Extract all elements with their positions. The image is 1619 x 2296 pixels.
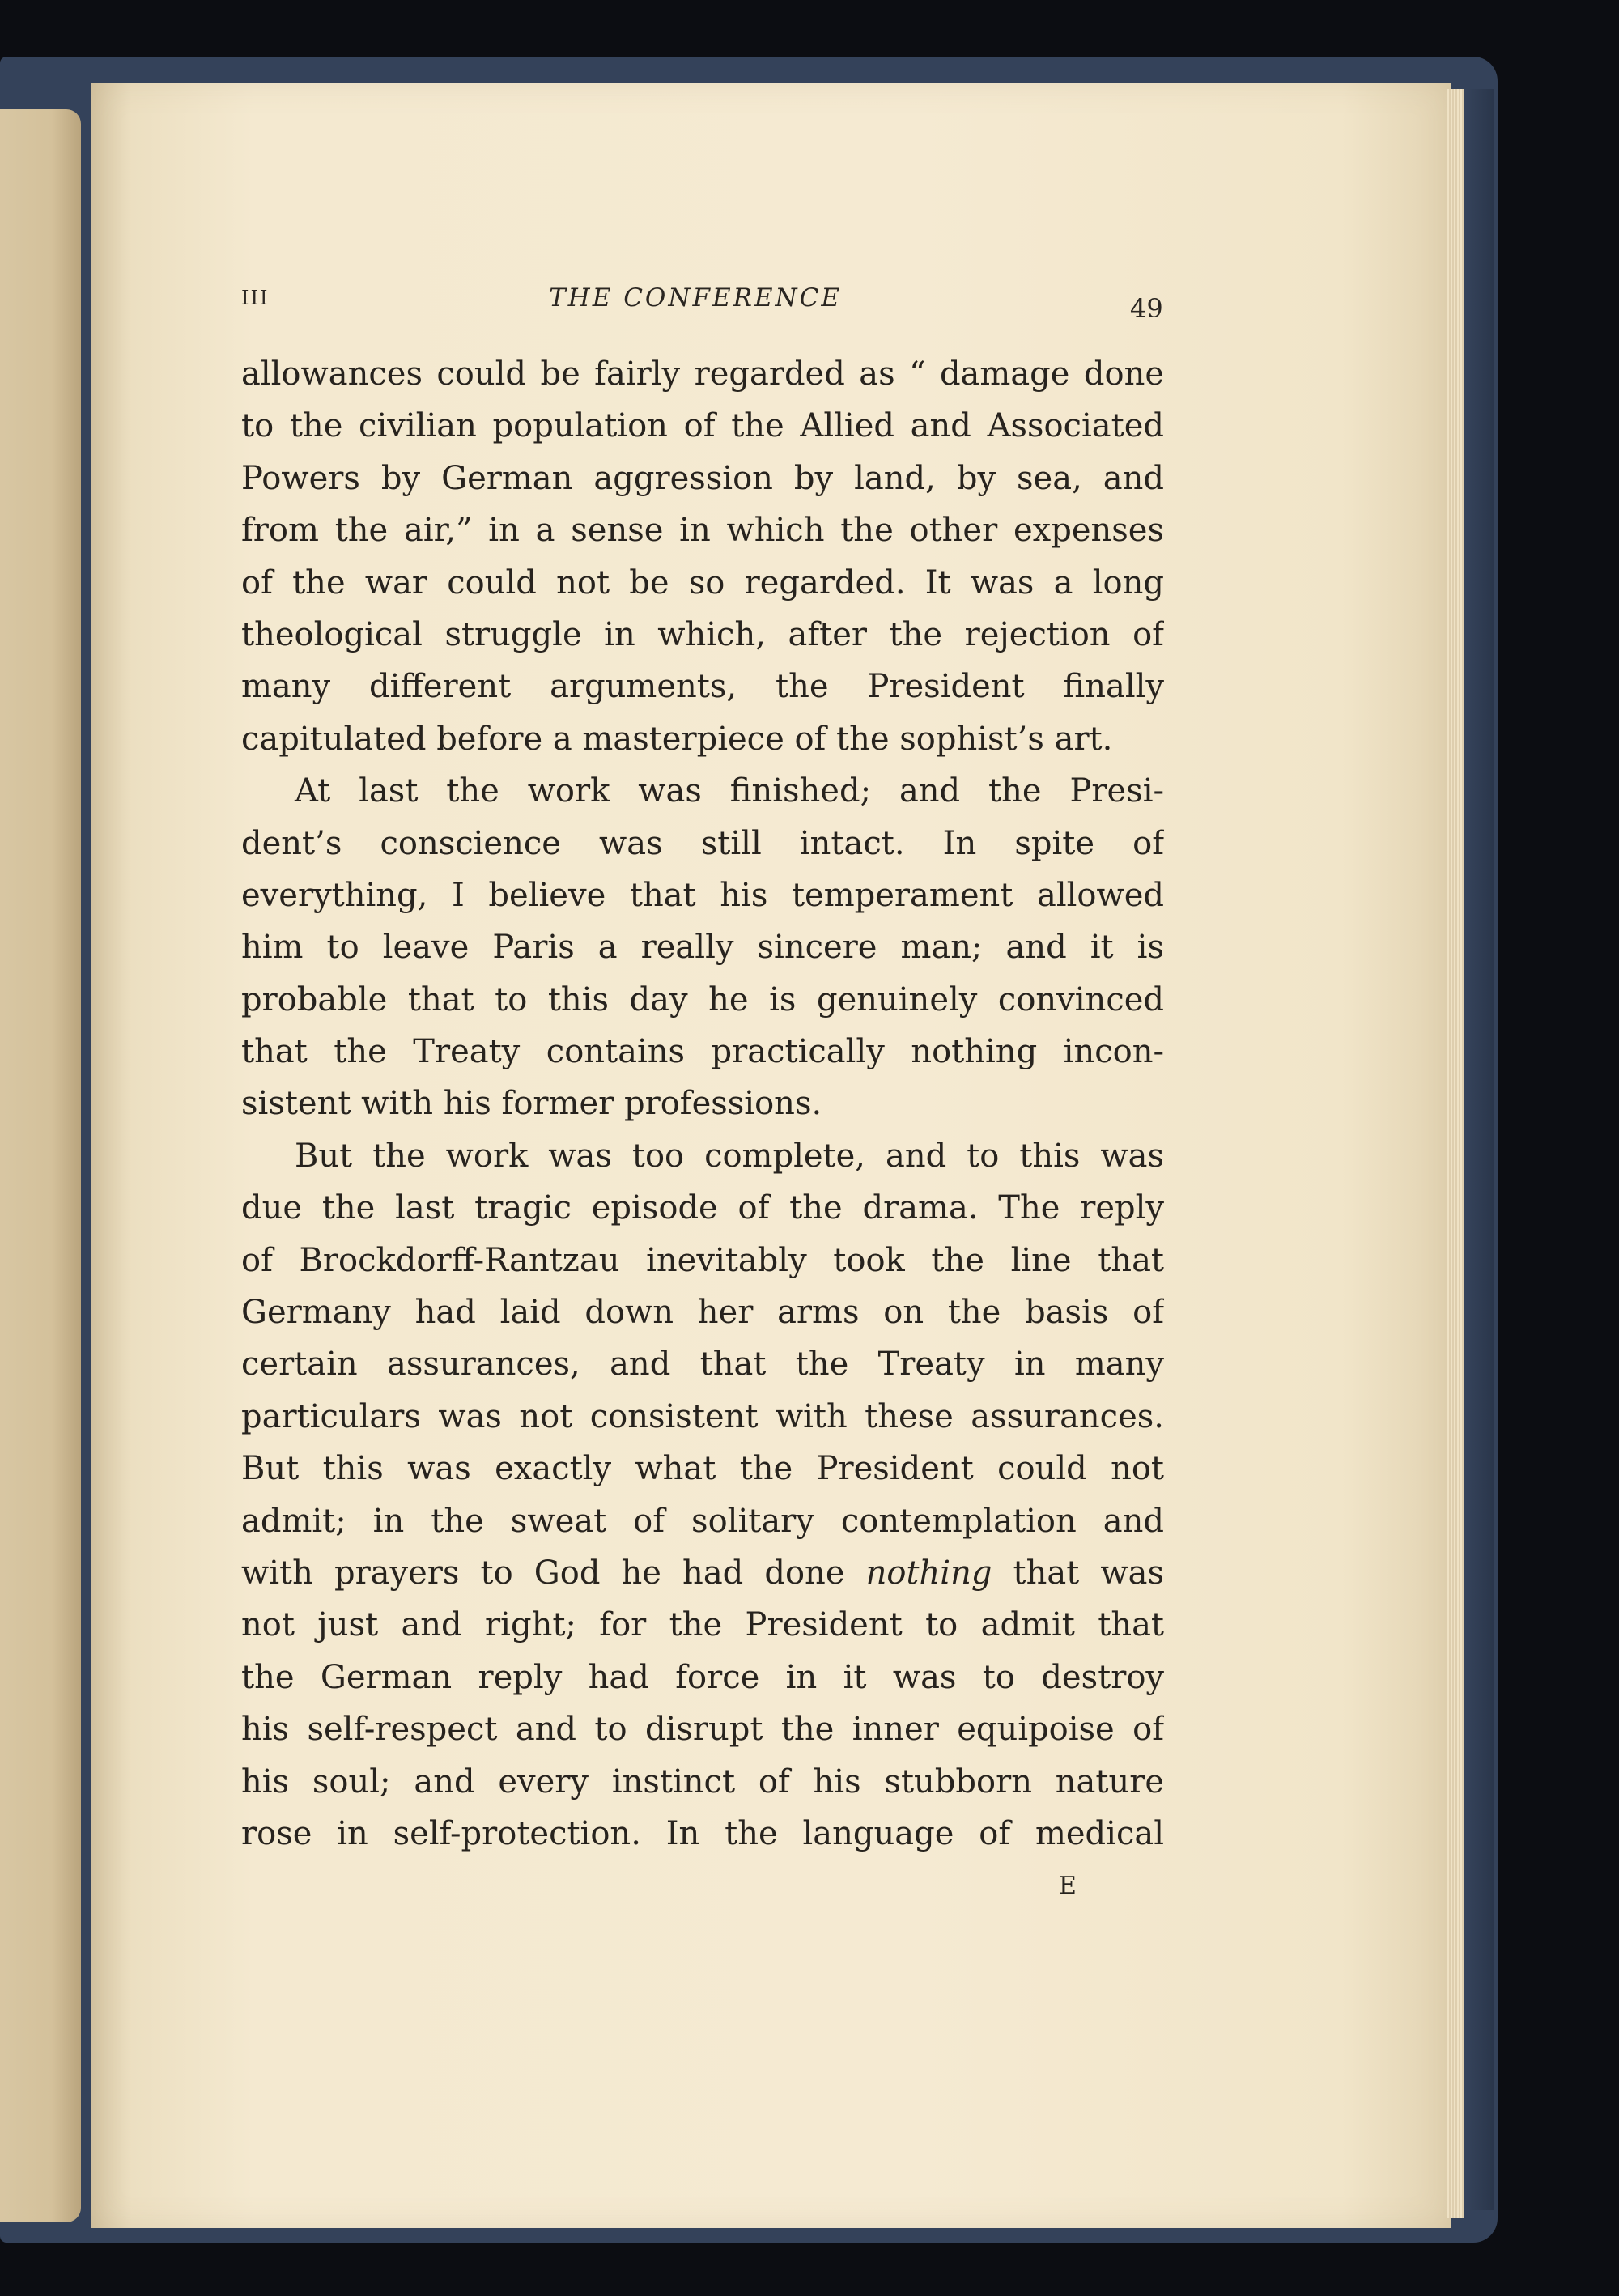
text-line: his self-respect and to disrupt the inner equipoise of [241, 1711, 1164, 1749]
text-line: of the war could not be so regarded. It was a long [241, 563, 1164, 602]
text-line: from the air,” in a sense in which the other expenses [241, 512, 1164, 550]
text-line: probable that to this day he is genuinely convinced [241, 980, 1164, 1018]
text-line: particulars was not consistent with these assurances. [241, 1397, 1164, 1435]
page-block-edges [1447, 89, 1464, 2218]
text-line: not just and right; for the President to admit that [241, 1606, 1164, 1644]
running-head [241, 283, 1213, 332]
text-line: Powers by German aggression by land, by sea, and [241, 459, 1164, 497]
text-line: capitulated before a masterpiece of the sophist’s art. [241, 720, 1113, 758]
text-line: allowances could be fairly regarded as “ damage done [241, 355, 1164, 393]
text-line: At last the work was finished; and the Presi- [295, 772, 1164, 810]
text-line: many different arguments, the President finally [241, 668, 1164, 706]
text-line: sistent with his former professions. [241, 1085, 822, 1123]
text-line: to the civilian population of the Allied and Associated [241, 407, 1164, 445]
chapter-title: THE CONFERENCE [549, 283, 843, 313]
text-line: theological struggle in which, after the rejection of [241, 615, 1164, 653]
chapter-number: III [241, 287, 270, 309]
text-line: of Brockdorff-Rantzau inevitably took the line that [241, 1241, 1164, 1279]
body-text [241, 348, 1164, 1860]
signature-mark: E [1059, 1872, 1077, 1900]
text-line: admit; in the sweat of solitary contemplation and [241, 1502, 1164, 1540]
text-segment: that was [1013, 1554, 1164, 1592]
text-line: that the Treaty contains practically nothing incon- [241, 1033, 1164, 1071]
page-number: 49 [1130, 293, 1163, 324]
text-line: But this was exactly what the President could not [241, 1450, 1164, 1488]
text-line: his soul; and every instinct of his stubborn nature [241, 1762, 1164, 1801]
text-line: him to leave Paris a really sincere man; and it is [241, 929, 1164, 967]
text-line: Germany had laid down her arms on the basis of [241, 1294, 1164, 1332]
text-line: rose in self-protection. In the language of medical [241, 1814, 1164, 1852]
text-line-with-emphasis [241, 1547, 1164, 1599]
text-line: certain assurances, and that the Treaty in many [241, 1346, 1164, 1384]
text-line: But the work was too complete, and to this was [295, 1137, 1164, 1175]
facing-page-edge [0, 109, 81, 2222]
text-line: everything, I believe that his temperament allowed [241, 876, 1164, 914]
text-line: the German reply had force in it was to destroy [241, 1658, 1164, 1696]
text-segment: with prayers to God he had done [241, 1554, 845, 1592]
text-line: due the last tragic episode of the drama. The reply [241, 1189, 1164, 1227]
text-line: dent’s conscience was still intact. In spite of [241, 824, 1164, 862]
emphasized-word: nothing [865, 1554, 992, 1592]
